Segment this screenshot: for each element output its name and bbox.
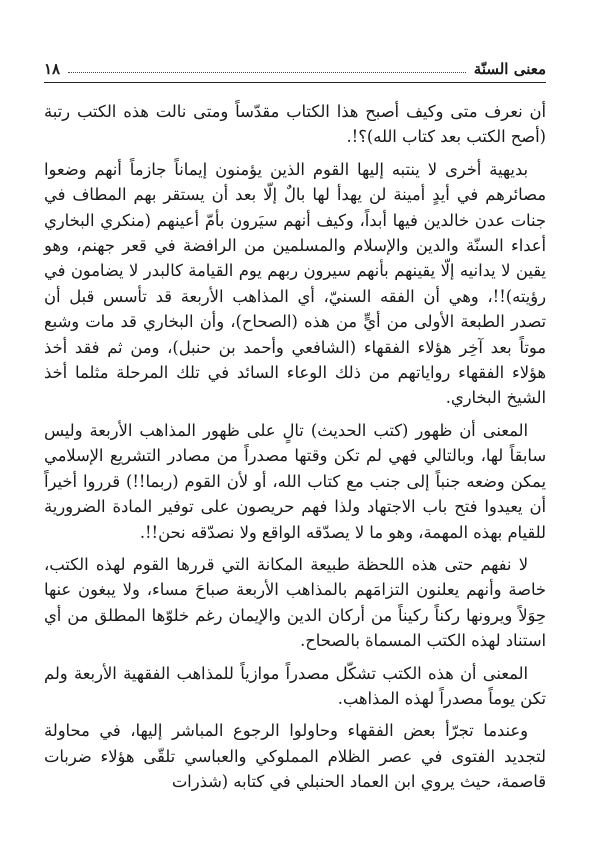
paragraph-4: لا نفهم حتى هذه اللحظة طبيعة المكانة التي قررها القوم لهذه الكتب، خاصة وأنهم يعلنون التزامَهم بالمذاهب الأربعة صباحَ مساء، ولا يبغون عنها حِوَلاً ويرونها ركناً ركيناً من أركان الدين والإيمان رغم خلوّها المطلق من أي استناد لهذه الكتب المسماة بالصحاح. (44, 554, 546, 651)
paragraph-6: وعندما تجرّأ بعض الفقهاء وحاولوا الرجوع المباشر إليها، في محاولة لتجديد الفتوى في عصر الظلام المملوكي والعباسي تلقّى هؤلاء ضربات قاصمة، حيث يروي ابن العماد الحنبلي في كتابه (شذرات (44, 721, 546, 792)
running-title: معنى السنّة (473, 60, 546, 78)
paragraph-3: المعنى أن ظهور (كتب الحديث) تالٍ على ظهور المذاهب الأربعة وليس سابقاً لها، وبالتالي فهي لم تكن وقتها مصدراً من مصادر التشريع الإسلامي يمكن وضعه جنباً إلى جنب مع كتاب الله، أو لأن القوم (ربما!!) قرروا أخيراً أن يعيدوا فتح باب الاجتهاد ولذا فهم حريصون على توفير المادة الضرورية للقيام بهذه المهمة، وهو ما لا يصدّقه الواقع ولا نصدّقه نحن!!. (44, 420, 546, 542)
body-text (44, 99, 546, 795)
paragraph-2: بديهية أخرى لا ينتبه إليها القوم الذين يؤمنون إيماناً جازماً أنهم وضعوا مصائرهم في أيدٍ أمينة لن يهدأ لها بالٌ إلّا بعد أن يستقر بهم المطاف في جنات عدن خالدين فيها أبداً، وكيف أنهم سيَرون بأمّ أعينهم (منكري البخاري أعداء السنّة والدين والإسلام والمسلمين من الرافضة في قعر جهنم، وهو يقين لا يدانيه إلّا يقينهم بأنهم سيرون ربهم يوم القيامة كالبدر لا يضامون في رؤيته)!!، وهي أن الفقه السنيّ، أي المذاهب الأربعة قد تأسس قبل أن تصدر الطبعة الأولى من أيٍّ من هذه (الصحاح)، وأن البخاري قد مات وشبع موتاً بعد آخِر هؤلاء الفقهاء (الشافعي وأحمد بن حنبل)، ومن ثم فقد أخذ هؤلاء الفقهاء رواياتهم من ذلك الوعاء السائد في تلك المرحلة مثلما أخذ الشيخ البخاري. (44, 159, 546, 408)
paragraph-5: المعنى أن هذه الكتب تشكّل مصدراً موازياً للمذاهب الفقهية الأربعة ولم تكن يوماً مصدراً لهذه المذاهب. (44, 663, 546, 708)
page-number: ١٨ (44, 60, 61, 78)
leader-dots (68, 71, 466, 73)
running-header (44, 48, 546, 83)
paragraph-1: أن نعرف متى وكيف أصبح هذا الكتاب مقدّساً ومتى نالت هذه الكتب رتبة (أصح الكتب بعد كتاب الله)؟!. (44, 102, 546, 147)
